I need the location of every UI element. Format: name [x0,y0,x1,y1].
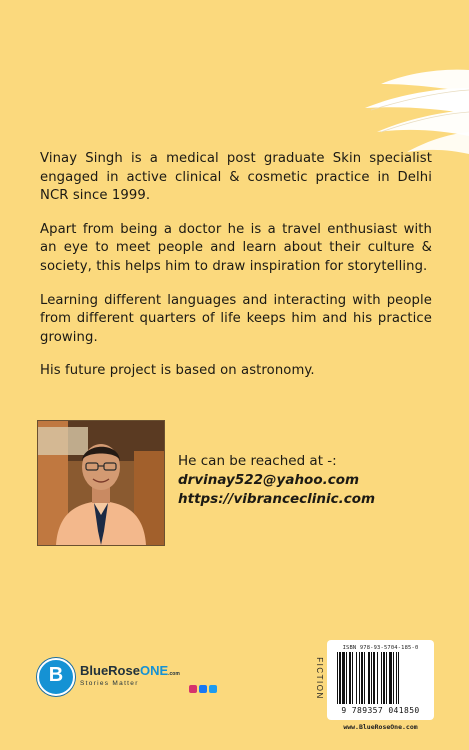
publisher-logo [37,658,187,704]
publisher-tagline: Stories Matter [80,680,139,687]
contact-lead: He can be reached at -: [178,453,337,469]
bio-paragraph: Apart from being a doctor he is a travel enthusiast with an eye to meet people and learn about their culture & society, this helps him to draw inspiration for storytelling. [40,221,432,274]
angel-wing-graphic [359,62,469,157]
twitter-icon [209,685,217,693]
barcode-block [327,640,434,720]
isbn-digits: 9 789357 041850 [341,706,420,715]
publisher-name: BlueRoseONE.com [80,663,180,678]
website-link[interactable]: https://vibranceclinic.com [178,491,376,507]
bio-paragraph: His future project is based on astronomy. [40,363,315,379]
barcode-bars [337,652,426,704]
logo-emblem: B [37,658,75,696]
facebook-icon [199,685,207,693]
contact-info [178,452,458,509]
author-photo [37,420,165,546]
bio-paragraph: Learning different languages and interacting with people from different quarters of life keeps him and his practice growing. [40,292,432,345]
instagram-icon [189,685,197,693]
email-link[interactable]: drvinay522@yahoo.com [178,472,360,488]
publisher-website[interactable]: www.BlueRoseOne.com [343,723,418,731]
genre-label: FICTION [314,656,324,700]
author-bio [40,150,432,396]
bio-paragraph: Vinay Singh is a medical post graduate Skin specialist engaged in active clinical & cosmetic practice in Delhi NCR since 1999. [40,151,432,204]
isbn-label: ISBN 978-93-5704-185-0 [342,645,419,651]
social-icons [189,684,219,694]
